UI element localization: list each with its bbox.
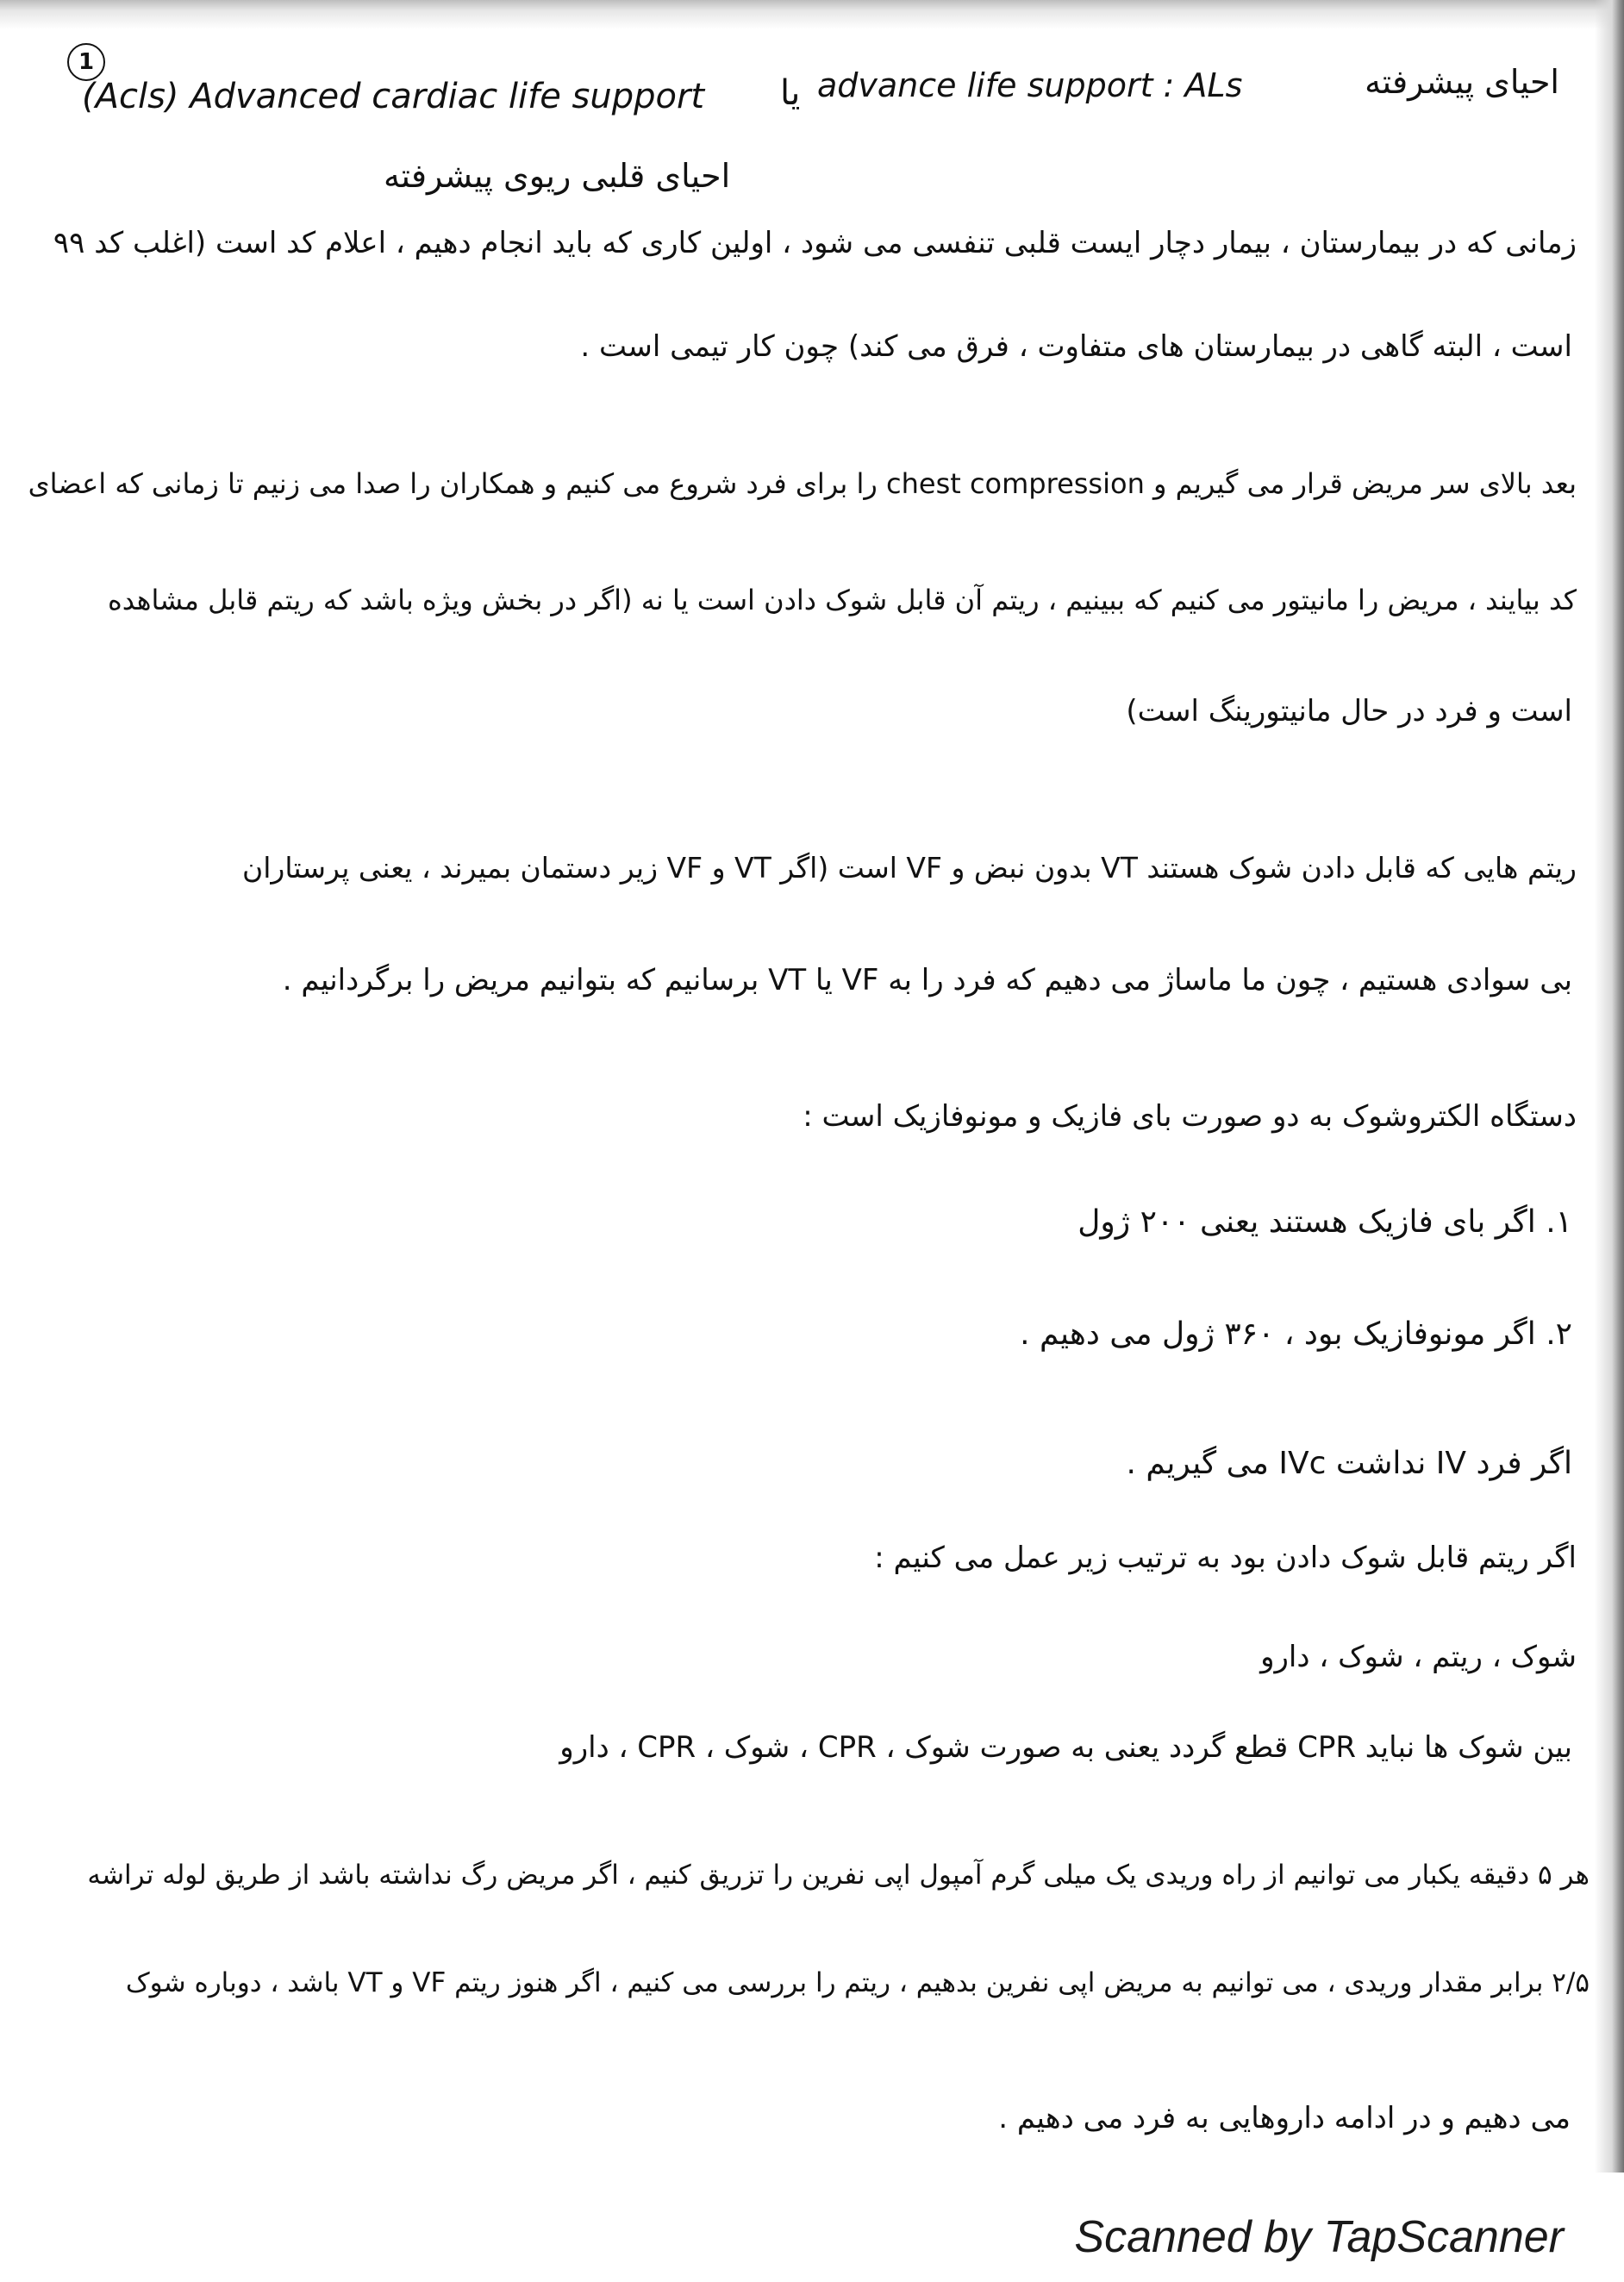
header-persian-ya: یا bbox=[780, 73, 801, 113]
body-line-6: ریتم هایی که قابل دادن شوک هستند VT بدون نبض و VF است (اگر VT و VF زیر دستمان بمیرند ، یعنی پرستاران bbox=[242, 851, 1577, 885]
page-number: 1 bbox=[67, 43, 105, 81]
body-line-1: زمانی که در بیمارستان ، بیمار دچار ایست قلبی تنفسی می شود ، اولین کاری که باید انجام دهیم ، اعلام کد است (اغلب کد ۹۹ bbox=[53, 226, 1577, 260]
body-line-10: ۲. اگر مونوفازیک بود ، ۳۶۰ ژول می دهیم . bbox=[1020, 1316, 1572, 1352]
body-line-11: اگر فرد IV نداشت IVc می گیریم . bbox=[1126, 1446, 1572, 1481]
body-line-4: کد بیایند ، مریض را مانیتور می کنیم که ببینیم ، ریتم آن قابل شوک دادن است یا نه (اگر در بخش ویژه باشد که ریتم قابل مشاهده bbox=[108, 584, 1577, 616]
scan-edge-right bbox=[1595, 0, 1624, 2173]
body-line-3: بعد بالای سر مریض قرار می گیریم و chest compression را برای فرد شروع می کنیم و همکاران را صدا می زنیم تا زمانی که اعضای bbox=[28, 467, 1577, 500]
header-persian-title: احیای پیشرفته bbox=[1365, 63, 1559, 101]
header-subtitle: احیای قلبی ریوی پیشرفته bbox=[384, 157, 731, 195]
body-line-2: است ، البته گاهی در بیمارستان های متفاوت ، فرق می کند) چون کار تیمی است . bbox=[580, 329, 1572, 364]
header-english-als: advance life support : ALs bbox=[817, 66, 1243, 104]
scanner-watermark: Scanned by TapScanner bbox=[1074, 2212, 1564, 2262]
body-line-5: است و فرد در حال مانیتورینگ است) bbox=[1126, 694, 1572, 728]
body-line-17: می دهیم و در ادامه داروهایی به فرد می دهیم . bbox=[998, 2101, 1571, 2135]
body-line-12: اگر ریتم قابل شوک دادن بود به ترتیب زیر عمل می کنیم : bbox=[874, 1541, 1577, 1575]
body-line-8: دستگاه الکتروشوک به دو صورت بای فازیک و مونوفازیک است : bbox=[803, 1099, 1577, 1134]
body-line-9: ۱. اگر بای فازیک هستند یعنی ۲۰۰ ژول bbox=[1077, 1204, 1572, 1240]
body-line-14: بین شوک ها نباید CPR قطع گردد یعنی به صورت شوک ، CPR ، شوک ، CPR ، دارو bbox=[559, 1730, 1572, 1765]
scan-edge-top bbox=[0, 0, 1624, 29]
body-line-7: بی سوادی هستیم ، چون ما ماساژ می دهیم که فرد را به VF یا VT برسانیم که بتوانیم مریض را برگردانیم . bbox=[282, 963, 1572, 997]
body-line-16: ۲/۵ برابر مقدار وریدی ، می توانیم به مریض اپی نفرین بدهیم ، ریتم را بررسی می کنیم ، اگر هنوز ریتم VF و VT باشد ، دوباره شوک bbox=[125, 1967, 1590, 1998]
body-line-13: شوک ، ریتم ، شوک ، دارو bbox=[1260, 1640, 1577, 1674]
header-english-acls: (Acls) Advanced cardiac life support bbox=[82, 77, 705, 116]
body-line-15: هر ۵ دقیقه یکبار می توانیم از راه وریدی یک میلی گرم آمپول اپی نفرین را تزریق کنیم ، اگر مریض رگ نداشته باشد از طریق لوله تراشه bbox=[87, 1860, 1590, 1891]
